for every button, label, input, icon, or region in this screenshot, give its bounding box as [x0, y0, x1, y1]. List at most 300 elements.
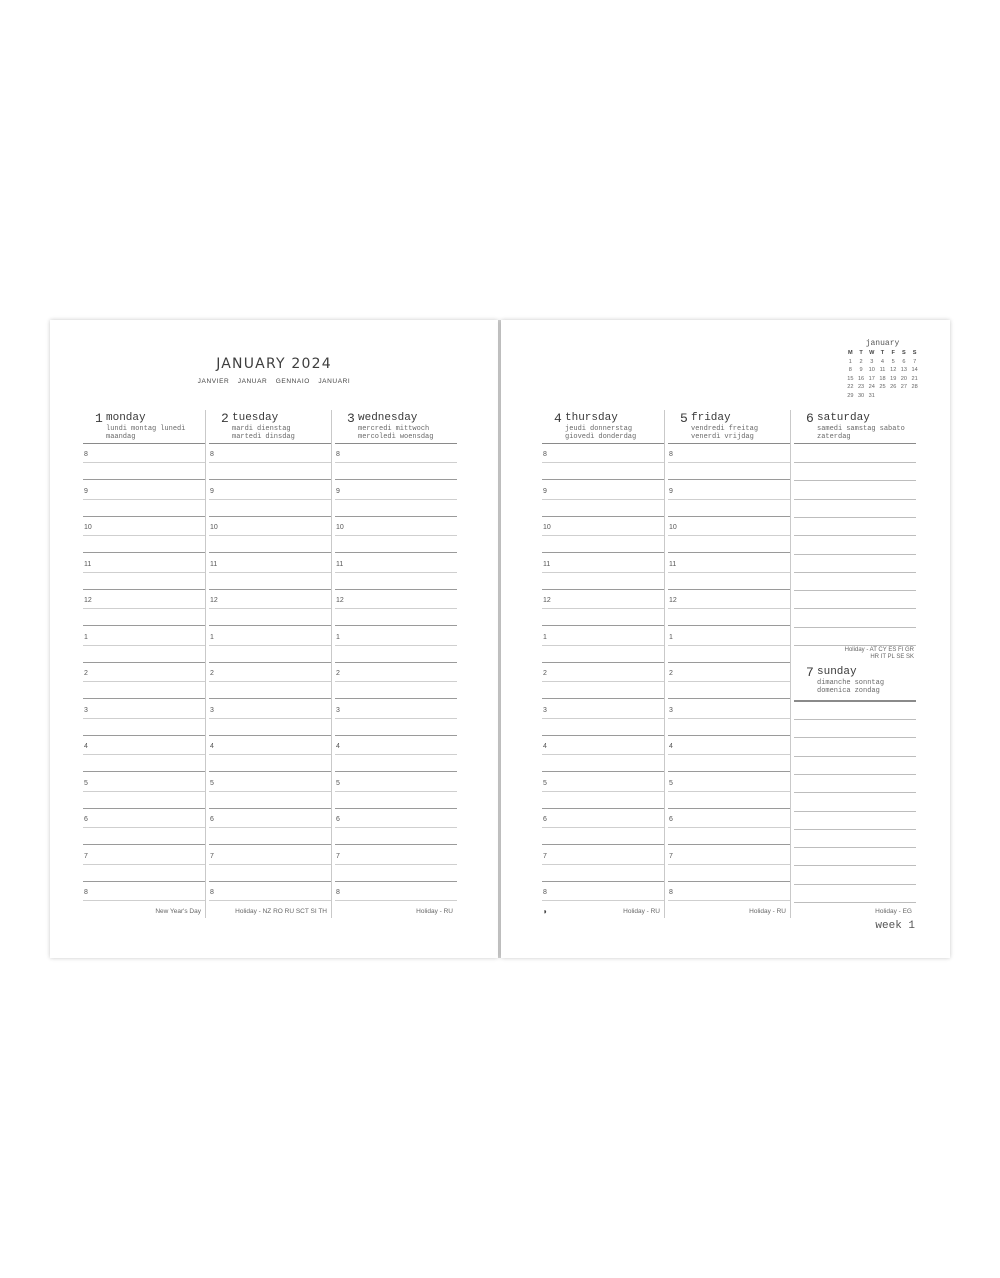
mini-calendar-weekday: T	[859, 350, 863, 356]
writing-line[interactable]	[794, 774, 916, 775]
half-hour-rule	[668, 608, 790, 609]
day-name: monday	[106, 412, 146, 424]
day-name: saturday	[817, 412, 870, 424]
mini-calendar-title: january	[865, 339, 900, 348]
hour-label: 5	[543, 779, 547, 787]
header-rule	[794, 700, 916, 702]
mini-calendar-day: 4	[880, 358, 885, 365]
writing-line[interactable]	[794, 499, 916, 500]
mini-calendar-day: 13	[900, 367, 908, 374]
hour-slot[interactable]	[83, 736, 205, 773]
hour-label: 8	[669, 889, 673, 896]
hour-slot[interactable]	[542, 663, 664, 700]
half-hour-rule	[83, 499, 205, 500]
day-translations	[817, 680, 913, 695]
month-translation: GENNAIO	[275, 378, 310, 385]
day-name: wednesday	[358, 412, 418, 424]
hour-label: 8	[84, 451, 88, 458]
hour-label: 2	[84, 670, 88, 677]
hour-slot[interactable]	[83, 517, 205, 554]
writing-line[interactable]	[794, 608, 916, 609]
half-hour-rule	[542, 645, 664, 646]
hour-slot[interactable]	[83, 444, 205, 481]
half-hour-rule	[335, 791, 457, 792]
hour-label: 12	[84, 597, 92, 604]
day-number: 4	[554, 411, 562, 426]
holiday-note: Holiday - RU	[749, 908, 786, 915]
hour-label: 2	[336, 670, 340, 677]
writing-line[interactable]	[794, 554, 916, 555]
day-translation: vrijdag	[724, 432, 754, 441]
day-name: thursday	[565, 412, 618, 424]
hour-slot[interactable]	[209, 700, 331, 737]
hour-label: 10	[669, 524, 677, 531]
hour-slot[interactable]	[335, 481, 457, 518]
holiday-note: Holiday - NZ RO RU SCT SI TH	[235, 908, 327, 915]
hour-label: 6	[669, 816, 673, 823]
hour-label: 9	[210, 487, 214, 495]
mini-calendar-day: 7	[913, 358, 917, 365]
half-hour-rule	[542, 864, 664, 865]
month-translation: JANVIER	[197, 378, 230, 385]
half-hour-rule	[335, 864, 457, 865]
hour-label: 4	[210, 743, 214, 750]
day-header	[667, 410, 790, 444]
hour-label: 3	[336, 706, 340, 714]
half-hour-rule	[668, 645, 790, 646]
day-translation: lunedì	[160, 425, 186, 433]
mini-calendar-day: 1	[848, 358, 852, 365]
hour-slot[interactable]	[668, 590, 790, 627]
half-hour-rule	[335, 681, 457, 682]
half-hour-rule	[335, 572, 457, 573]
hour-label: 6	[210, 816, 214, 823]
mini-calendar-weekday: M	[848, 350, 853, 356]
hour-label: 5	[210, 779, 214, 787]
hour-label: 8	[336, 451, 340, 458]
mini-calendar-grid	[845, 350, 920, 401]
writing-line[interactable]	[794, 902, 916, 903]
day-translation: montag	[131, 425, 157, 433]
hour-slot[interactable]	[209, 809, 331, 846]
half-hour-rule	[209, 572, 331, 573]
mini-calendar-day: 5	[891, 358, 895, 365]
writing-line[interactable]	[794, 811, 916, 812]
half-hour-rule	[335, 608, 457, 609]
day-translations	[565, 426, 661, 441]
half-hour-rule	[209, 864, 331, 865]
hour-slot[interactable]	[335, 554, 457, 591]
mini-calendar-day: 8	[848, 367, 852, 374]
writing-line[interactable]	[794, 535, 916, 536]
half-hour-rule	[83, 827, 205, 828]
hour-label: 8	[210, 451, 214, 458]
hour-label: 1	[84, 633, 88, 641]
writing-line[interactable]	[794, 480, 916, 481]
hour-slot[interactable]	[668, 846, 790, 883]
hour-label: 7	[543, 852, 547, 860]
hour-slot[interactable]	[83, 590, 205, 627]
hour-label: 2	[543, 670, 547, 677]
writing-line[interactable]	[794, 865, 916, 866]
half-hour-rule	[83, 535, 205, 536]
mini-calendar-day: 21	[911, 375, 918, 382]
mini-calendar-day: 20	[900, 375, 908, 382]
hour-slot[interactable]	[542, 554, 664, 591]
half-hour-rule	[83, 754, 205, 755]
hour-slot[interactable]	[335, 773, 457, 810]
month-translation: JANUAR	[237, 378, 268, 385]
hour-label: 10	[336, 524, 344, 531]
hour-slot[interactable]	[542, 846, 664, 883]
mini-calendar-day: 19	[890, 375, 897, 382]
hour-label: 8	[84, 889, 88, 896]
hour-slot[interactable]	[209, 590, 331, 627]
day-header	[82, 410, 205, 444]
half-hour-rule	[83, 900, 205, 901]
writing-line[interactable]	[794, 590, 916, 591]
half-hour-rule	[209, 462, 331, 463]
hour-slot[interactable]	[668, 444, 790, 481]
day-number: 7	[806, 665, 814, 680]
half-hour-rule	[209, 791, 331, 792]
half-hour-rule	[209, 608, 331, 609]
hour-slot[interactable]	[542, 590, 664, 627]
half-hour-rule	[335, 754, 457, 755]
hour-label: 7	[84, 852, 88, 860]
hour-label: 3	[543, 706, 547, 714]
hour-slot[interactable]	[335, 663, 457, 700]
hour-label: 8	[543, 889, 547, 896]
half-hour-rule	[542, 754, 664, 755]
day-translations	[232, 426, 328, 441]
half-hour-rule	[542, 572, 664, 573]
mini-calendar-day: 11	[879, 367, 886, 374]
hour-slot[interactable]	[209, 773, 331, 810]
hour-slot[interactable]	[83, 700, 205, 737]
mini-calendar	[845, 339, 920, 401]
mini-calendar-weekday: F	[891, 350, 895, 356]
hour-slot[interactable]	[335, 700, 457, 737]
mini-calendar-day: 9	[859, 367, 863, 374]
half-hour-rule	[335, 645, 457, 646]
hour-label: 1	[543, 633, 547, 641]
hour-slot[interactable]	[83, 554, 205, 591]
hour-label: 12	[210, 597, 218, 604]
hour-label: 3	[669, 706, 673, 714]
mini-calendar-weekday: S	[912, 350, 917, 356]
hour-label: 7	[669, 852, 673, 860]
hour-slot[interactable]	[83, 846, 205, 883]
hour-slot[interactable]	[335, 590, 457, 627]
mini-calendar-day: 30	[857, 392, 865, 399]
mini-calendar-day: 17	[868, 375, 875, 382]
hour-label: 4	[543, 743, 547, 750]
writing-line[interactable]	[794, 737, 916, 738]
hour-slot[interactable]	[668, 773, 790, 810]
hour-label: 12	[543, 597, 551, 604]
half-hour-rule	[542, 900, 664, 901]
hour-label: 9	[336, 487, 340, 495]
hour-slot[interactable]	[335, 809, 457, 846]
day-number: 1	[95, 411, 103, 426]
half-hour-rule	[209, 681, 331, 682]
day-column-monday	[82, 410, 206, 918]
half-hour-rule	[668, 499, 790, 500]
hour-slot[interactable]	[209, 444, 331, 481]
day-translations	[817, 426, 913, 441]
mini-calendar-day: 10	[868, 367, 875, 374]
hour-slot[interactable]	[542, 736, 664, 773]
hour-slot[interactable]	[83, 663, 205, 700]
saturday-holiday-note	[814, 647, 914, 660]
moon-phase-icon: ◑	[542, 907, 547, 916]
day-translation: jeudi	[565, 425, 587, 433]
half-hour-rule	[542, 608, 664, 609]
hour-slot[interactable]	[83, 809, 205, 846]
hour-label: 4	[336, 743, 340, 750]
half-hour-rule	[83, 572, 205, 573]
day-translation: maandag	[106, 432, 136, 441]
hour-slot[interactable]	[83, 627, 205, 664]
writing-line[interactable]	[794, 756, 916, 757]
hour-label: 10	[84, 524, 92, 531]
hour-slot[interactable]	[335, 517, 457, 554]
hour-slot[interactable]	[668, 517, 790, 554]
half-hour-rule	[542, 718, 664, 719]
hour-label: 2	[210, 670, 214, 677]
hour-slot[interactable]	[668, 481, 790, 518]
month-translation: JANUARI	[318, 378, 351, 385]
day-translation: dimanche	[817, 679, 851, 687]
half-hour-rule	[542, 827, 664, 828]
day-header-sunday	[793, 664, 916, 698]
hour-slot[interactable]	[668, 809, 790, 846]
half-hour-rule	[83, 645, 205, 646]
day-translation: sabato	[879, 425, 905, 433]
hour-label: 4	[84, 743, 88, 750]
writing-line[interactable]	[794, 792, 916, 793]
day-header	[541, 410, 664, 444]
right-page	[501, 320, 950, 958]
hour-label: 7	[336, 852, 340, 860]
half-hour-rule	[668, 827, 790, 828]
mini-calendar-day: 14	[911, 367, 918, 374]
hour-label: 1	[336, 633, 340, 641]
half-hour-rule	[542, 791, 664, 792]
hour-slot[interactable]	[209, 846, 331, 883]
half-hour-rule	[335, 900, 457, 901]
hour-label: 12	[336, 597, 344, 604]
month-title: JANUARY 2024	[216, 356, 332, 372]
hour-slot[interactable]	[668, 554, 790, 591]
hour-label: 5	[336, 779, 340, 787]
hour-label: 11	[84, 560, 92, 568]
writing-line[interactable]	[794, 847, 916, 848]
mini-calendar-weekday: W	[869, 350, 875, 356]
hour-slot[interactable]	[668, 627, 790, 664]
half-hour-rule	[83, 608, 205, 609]
hour-label: 9	[669, 487, 673, 495]
half-hour-rule	[668, 791, 790, 792]
day-translation: mittwoch	[395, 425, 430, 433]
hour-slot[interactable]	[542, 627, 664, 664]
day-header-saturday	[793, 410, 916, 444]
writing-line[interactable]	[794, 719, 916, 720]
hour-slot[interactable]	[335, 846, 457, 883]
mini-calendar-day	[899, 393, 910, 401]
day-translation: sonntag	[854, 679, 885, 687]
day-translation: venerdì	[691, 432, 721, 441]
hour-label: 5	[669, 779, 673, 787]
day-number: 3	[347, 411, 355, 426]
half-hour-rule	[668, 681, 790, 682]
half-hour-rule	[668, 754, 790, 755]
half-hour-rule	[542, 499, 664, 500]
hour-slot[interactable]	[335, 627, 457, 664]
day-column-tuesday	[208, 410, 332, 918]
hour-label: 9	[84, 487, 88, 495]
writing-line[interactable]	[794, 627, 916, 628]
mini-calendar-day: 27	[900, 384, 908, 391]
day-name: tuesday	[232, 412, 279, 424]
hour-slot[interactable]	[209, 736, 331, 773]
hour-label: 10	[210, 524, 218, 531]
hour-slot[interactable]	[542, 444, 664, 481]
day-translation: vendredi	[691, 425, 725, 433]
half-hour-rule	[335, 535, 457, 536]
day-column-friday	[667, 410, 791, 918]
writing-line[interactable]	[794, 645, 916, 646]
mini-calendar-day	[909, 393, 920, 401]
day-translation: mercoledì	[358, 432, 396, 441]
hour-slot[interactable]	[83, 481, 205, 518]
holiday-note-line: HR IT PL SE SK	[870, 653, 914, 660]
half-hour-rule	[83, 718, 205, 719]
writing-line[interactable]	[794, 572, 916, 573]
half-hour-rule	[209, 827, 331, 828]
half-hour-rule	[542, 681, 664, 682]
hour-slot[interactable]	[668, 700, 790, 737]
day-header	[208, 410, 331, 444]
day-translation: zondag	[854, 686, 880, 695]
mini-calendar-day: 12	[890, 367, 897, 374]
half-hour-rule	[542, 535, 664, 536]
hour-slot[interactable]	[542, 809, 664, 846]
hour-slot[interactable]	[209, 481, 331, 518]
hour-slot[interactable]	[83, 773, 205, 810]
day-name: sunday	[817, 666, 857, 678]
writing-line[interactable]	[794, 829, 916, 830]
half-hour-rule	[668, 900, 790, 901]
hour-label: 6	[336, 816, 340, 823]
day-translation: dinsdag	[265, 432, 295, 441]
half-hour-rule	[83, 791, 205, 792]
mini-calendar-day: 24	[868, 384, 875, 391]
half-hour-rule	[668, 535, 790, 536]
mini-calendar-day: 25	[879, 384, 886, 391]
mini-calendar-day: 28	[911, 384, 918, 391]
hour-label: 2	[669, 670, 673, 677]
mini-calendar-day: 29	[847, 392, 854, 399]
mini-calendar-day: 2	[859, 358, 863, 365]
half-hour-rule	[335, 718, 457, 719]
writing-line[interactable]	[794, 462, 916, 463]
hour-label: 5	[84, 779, 88, 787]
hour-label: 7	[210, 852, 214, 860]
hour-slot[interactable]	[542, 517, 664, 554]
hour-slot[interactable]	[542, 481, 664, 518]
half-hour-rule	[209, 535, 331, 536]
hour-label: 6	[84, 816, 88, 823]
day-translation: freitag	[728, 425, 759, 433]
month-translations	[50, 378, 498, 385]
week-label: week 1	[875, 920, 915, 932]
hour-label: 1	[669, 633, 673, 641]
half-hour-rule	[83, 681, 205, 682]
hour-label: 11	[210, 560, 218, 568]
holiday-note: New Year's Day	[155, 908, 201, 915]
day-translation: dienstag	[257, 425, 291, 433]
half-hour-rule	[542, 462, 664, 463]
mini-calendar-day: 26	[890, 384, 897, 391]
day-number: 5	[680, 411, 688, 426]
hour-label: 9	[543, 487, 547, 495]
hour-slot[interactable]	[209, 663, 331, 700]
day-translations	[358, 426, 454, 441]
hour-slot[interactable]	[335, 736, 457, 773]
writing-line[interactable]	[794, 517, 916, 518]
half-hour-rule	[335, 462, 457, 463]
half-hour-rule	[209, 718, 331, 719]
half-hour-rule	[668, 864, 790, 865]
hour-label: 11	[669, 560, 677, 568]
hour-slot[interactable]	[542, 773, 664, 810]
hour-slot[interactable]	[209, 517, 331, 554]
half-hour-rule	[668, 572, 790, 573]
hour-label: 12	[669, 597, 677, 604]
half-hour-rule	[335, 827, 457, 828]
day-number: 2	[221, 411, 229, 426]
hour-slot[interactable]	[335, 444, 457, 481]
hour-label: 11	[336, 560, 344, 568]
hour-slot[interactable]	[209, 554, 331, 591]
mini-calendar-day: 31	[868, 392, 875, 399]
mini-calendar-day	[877, 393, 888, 401]
hour-slot[interactable]	[668, 663, 790, 700]
half-hour-rule	[209, 645, 331, 646]
writing-line[interactable]	[794, 884, 916, 885]
half-hour-rule	[209, 754, 331, 755]
holiday-note: Holiday - EG	[875, 908, 912, 915]
hour-label: 11	[543, 560, 551, 568]
hour-slot[interactable]	[668, 736, 790, 773]
day-number: 6	[806, 411, 814, 426]
day-translation: zaterdag	[817, 432, 851, 441]
hour-label: 1	[210, 633, 214, 641]
day-translations	[106, 426, 202, 441]
hour-label: 10	[543, 524, 551, 531]
half-hour-rule	[335, 499, 457, 500]
hour-slot[interactable]	[209, 627, 331, 664]
day-header	[334, 410, 457, 444]
hour-label: 3	[84, 706, 88, 714]
day-name: friday	[691, 412, 731, 424]
mini-calendar-weekday: S	[902, 350, 906, 356]
day-translation: donderdag	[598, 432, 637, 441]
hour-slot[interactable]	[542, 700, 664, 737]
hour-label: 8	[336, 889, 340, 896]
